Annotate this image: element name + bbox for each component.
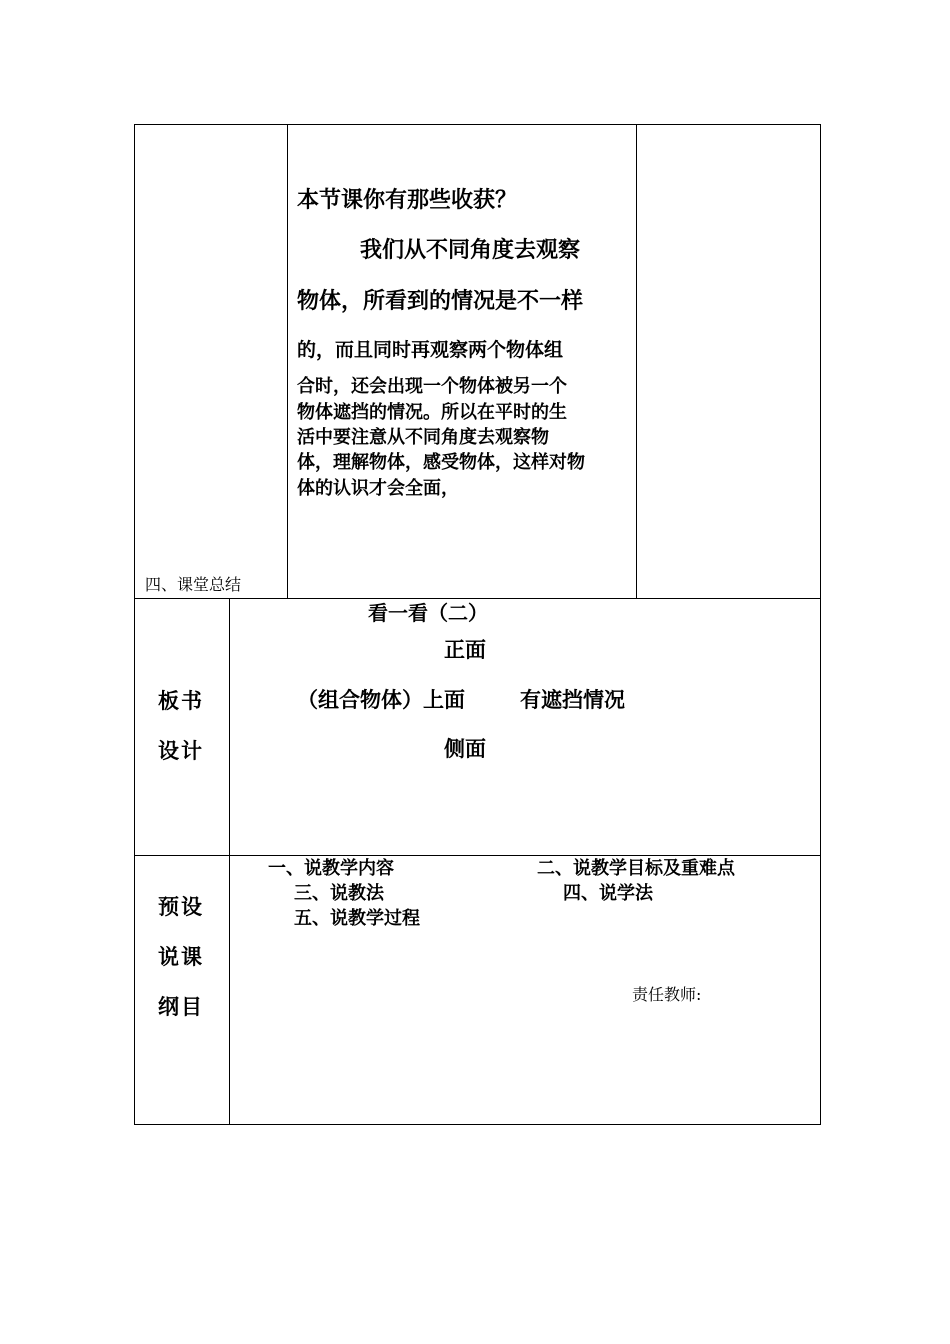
board-label-line2: 设计: [158, 738, 204, 763]
board-side: 侧面: [444, 736, 486, 761]
outline-label-line3: 纲目: [158, 994, 204, 1019]
summary-line: 的，而且同时再观察两个物体组: [297, 339, 564, 361]
row-divider-2: [134, 855, 821, 856]
table-right-border: [820, 124, 821, 1125]
teacher-label: 责任教师:: [632, 985, 702, 1004]
summary-line: 物体遮挡的情况。所以在平时的生: [297, 402, 567, 423]
label-column-divider: [229, 598, 230, 1125]
top-row-divider-a: [287, 124, 288, 598]
outline-label-line1: 预设: [158, 894, 204, 919]
outline-item: 五、说教学过程: [294, 908, 420, 929]
board-label-line1: 板书: [158, 688, 204, 713]
table-top-border: [134, 124, 821, 125]
board-group: （组合物体）上面: [297, 687, 465, 712]
summary-line: 体，理解物体，感受物体，这样对物: [297, 452, 585, 473]
outline-item: 一、说教学内容: [268, 858, 394, 879]
outline-item: 三、说教法: [294, 883, 384, 904]
table-left-border: [134, 124, 135, 1125]
outline-item: 四、说学法: [563, 883, 653, 904]
outline-item: 二、说教学目标及重难点: [537, 858, 735, 879]
summary-line: 合时，还会出现一个物体被另一个: [297, 376, 567, 397]
summary-line: 体的认识才会全面，: [297, 478, 459, 499]
summary-line: 我们从不同角度去观察: [360, 237, 581, 263]
row-divider-1: [134, 598, 821, 599]
board-title: 看一看（二）: [368, 601, 488, 625]
board-front: 正面: [444, 637, 486, 662]
summary-line: 物体，所看到的情况是不一样: [297, 288, 584, 314]
top-row-divider-b: [636, 124, 637, 598]
summary-line: 活中要注意从不同角度去观察物: [297, 427, 549, 448]
outline-label-line2: 说课: [158, 944, 204, 969]
table-bottom-border: [134, 1124, 821, 1125]
summary-question: 本节课你有那些收获？: [297, 187, 518, 213]
board-occlusion: 有遮挡情况: [520, 687, 625, 712]
section-label: 四、课堂总结: [145, 575, 242, 594]
